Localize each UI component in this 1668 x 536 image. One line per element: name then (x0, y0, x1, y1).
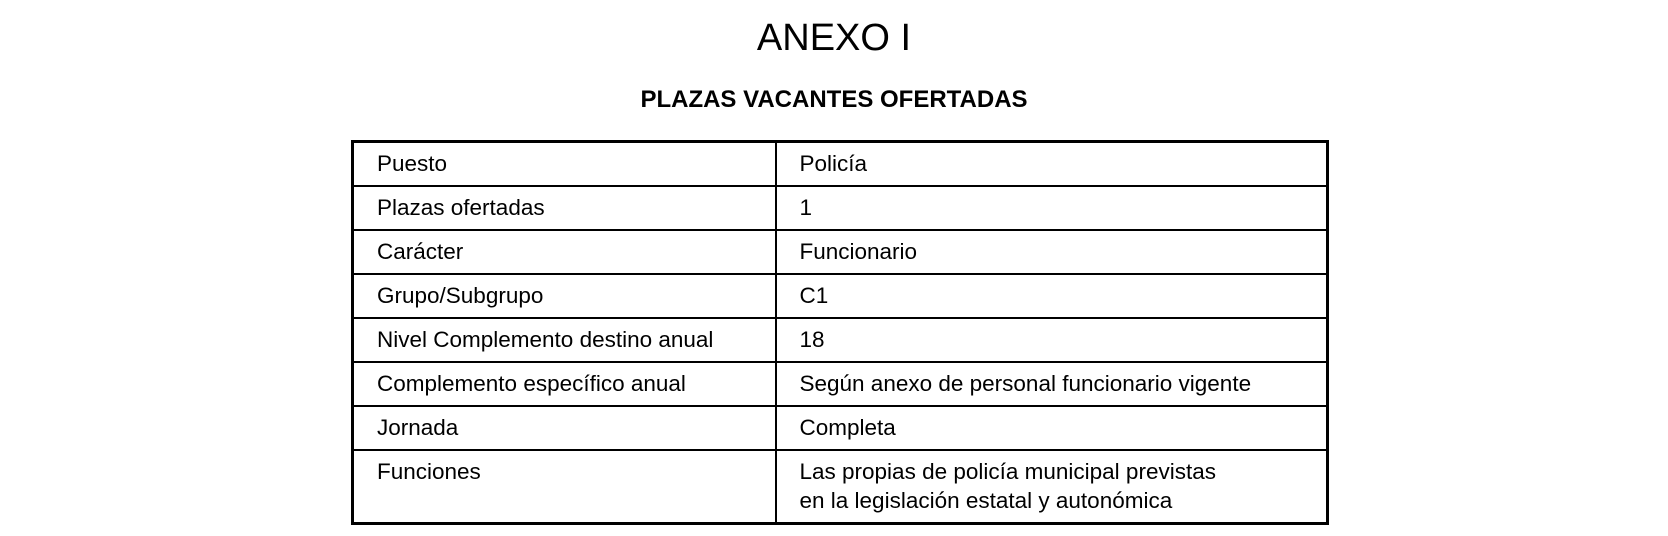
row-label: Nivel Complemento destino anual (353, 318, 776, 362)
row-value: 1 (776, 186, 1328, 230)
row-value: 18 (776, 318, 1328, 362)
row-label: Puesto (353, 142, 776, 187)
row-label: Carácter (353, 230, 776, 274)
row-label: Complemento específico anual (353, 362, 776, 406)
table-row (353, 186, 1328, 230)
row-value: C1 (776, 274, 1328, 318)
row-value: Completa (776, 406, 1328, 450)
document-subtitle: PLAZAS VACANTES OFERTADAS (640, 86, 1028, 113)
table-row (353, 230, 1328, 274)
table-row (353, 142, 1328, 187)
row-value-line: en la legislación estatal y autonómica (799, 488, 1173, 513)
vacancies-table (351, 140, 1329, 525)
row-value: Policía (776, 142, 1328, 187)
table-row (353, 362, 1328, 406)
row-label: Plazas ofertadas (353, 186, 776, 230)
table-row (353, 450, 1328, 524)
row-label: Grupo/Subgrupo (353, 274, 776, 318)
table-row (353, 406, 1328, 450)
row-value: Según anexo de personal funcionario vigente (776, 362, 1328, 406)
table-row (353, 274, 1328, 318)
row-value (776, 450, 1328, 524)
table-row (353, 318, 1328, 362)
document-title: ANEXO I (756, 17, 912, 59)
row-value: Funcionario (776, 230, 1328, 274)
row-label: Funciones (353, 450, 776, 524)
row-label: Jornada (353, 406, 776, 450)
row-value-line: Las propias de policía municipal previstas (799, 459, 1216, 484)
